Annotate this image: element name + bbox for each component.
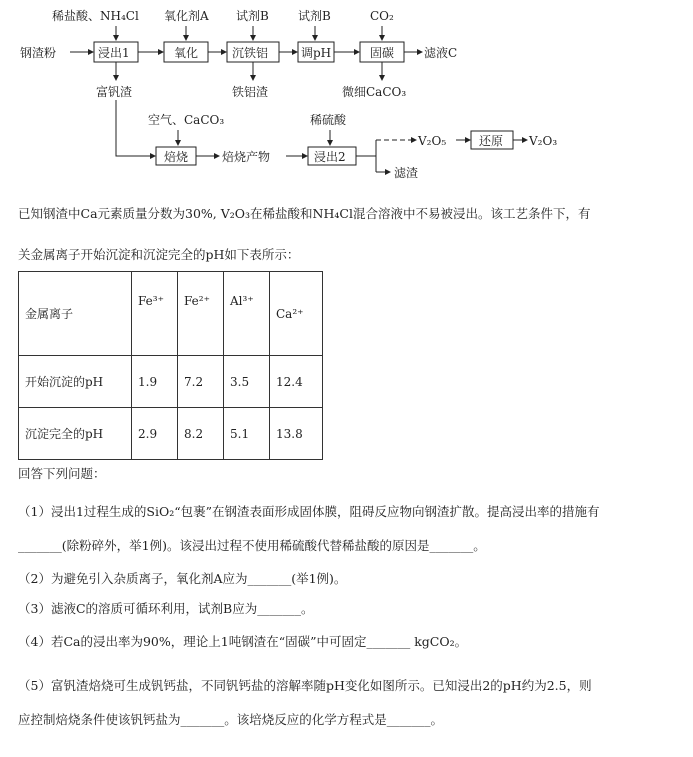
header-fe2: Fe²⁺ xyxy=(178,272,224,356)
intro-line-2: 关金属离子开始沉淀和沉淀完全的pH如下表所示： xyxy=(18,247,300,262)
header-ca2: Ca²⁺ xyxy=(270,272,323,356)
box-label-leach2: 浸出2 xyxy=(314,150,346,164)
vanadium-slag: 富钒渣 xyxy=(96,85,133,99)
process-flow-diagram xyxy=(0,0,693,200)
question-5-line-1: （5）富钒渣焙烧可生成钒钙盐，不同钒钙盐的溶解率随pH变化如图所示。已知浸出2的pH约为2.5，则 xyxy=(18,678,592,693)
cell-start-ca2: 12.4 xyxy=(270,356,323,408)
fine-caco3: 微细CaCO₃ xyxy=(342,85,407,99)
question-5-line-2: 应控制焙烧条件使该钒钙盐为_______。该培烧反应的化学方程式是_______。 xyxy=(18,712,444,727)
box-label-precipitate: 沉铁铝 xyxy=(232,46,269,60)
reagent-label-5: CO₂ xyxy=(370,9,394,23)
roast-product: 焙烧产物 xyxy=(222,150,271,164)
reagent-label-2: 氧化剂A xyxy=(164,9,209,23)
cell-complete-fe3: 2.9 xyxy=(132,408,178,460)
header-fe3: Fe³⁺ xyxy=(132,272,178,356)
box-label-roast: 焙烧 xyxy=(164,150,189,164)
reagent-label-4: 试剂B xyxy=(298,9,331,23)
cell-start-al3: 3.5 xyxy=(224,356,270,408)
question-3: （3）滤液C的溶质可循环利用，试剂B应为_______。 xyxy=(18,601,314,616)
box-label-adjust-ph: 调pH xyxy=(301,46,332,60)
residue-label: 滤渣 xyxy=(394,166,419,180)
questions-title: 回答下列问题： xyxy=(18,466,106,481)
product-v2o3: V₂O₃ xyxy=(529,134,558,148)
box-label-reduce: 还原 xyxy=(479,134,504,148)
question-2: （2）为避免引入杂质离子，氧化剂A应为_______(举1例)。 xyxy=(18,571,347,586)
question-1-line-2: _______(除粉碎外，举1例)。该浸出过程不使用稀硫酸代替稀盐酸的原因是_______。 xyxy=(18,538,486,553)
cell-start-fe3: 1.9 xyxy=(132,356,178,408)
box-label-carbon-fix: 固碳 xyxy=(370,46,395,60)
question-1-line-1: （1）浸出1过程生成的SiO₂“包裹”在钢渣表面形成固体膜，阻碍反应物向钢渣扩散。提高浸出率的措施有 xyxy=(18,504,600,519)
cell-complete-fe2: 8.2 xyxy=(178,408,224,460)
start-material: 钢渣粉 xyxy=(20,46,57,60)
row-label-start: 开始沉淀的pH xyxy=(19,356,132,408)
question-4: （4）若Ca的浸出率为90%，理论上1吨钢渣在“固碳”中可固定_______ kgCO₂。 xyxy=(18,634,468,649)
fe-al-slag: 铁铝渣 xyxy=(232,85,269,99)
cell-complete-al3: 5.1 xyxy=(224,408,270,460)
reagent-label-1: 稀盐酸、NH₄Cl xyxy=(52,9,139,23)
header-metal-ion: 金属离子 xyxy=(19,272,132,356)
row-label-complete: 沉淀完全的pH xyxy=(19,408,132,460)
filtrate-c: 滤液C xyxy=(424,46,458,60)
cell-complete-ca2: 13.8 xyxy=(270,408,323,460)
box-label-oxidize: 氧化 xyxy=(174,46,199,60)
reagent-label-3: 试剂B xyxy=(236,9,269,23)
cell-start-fe2: 7.2 xyxy=(178,356,224,408)
header-al3: Al³⁺ xyxy=(224,272,270,356)
intro-line-1: 已知钢渣中Ca元素质量分数为30%, V₂O₃在稀盐酸和NH₄Cl混合溶液中不易被浸出。该工艺条件下，有 xyxy=(18,206,591,221)
box-label-leach1: 浸出1 xyxy=(98,46,130,60)
air-caco3-label: 空气、CaCO₃ xyxy=(148,113,225,127)
product-v2o5: V₂O₅ xyxy=(418,134,447,148)
dilute-h2so4-label: 稀硫酸 xyxy=(310,113,347,127)
ion-ph-table xyxy=(18,271,323,460)
